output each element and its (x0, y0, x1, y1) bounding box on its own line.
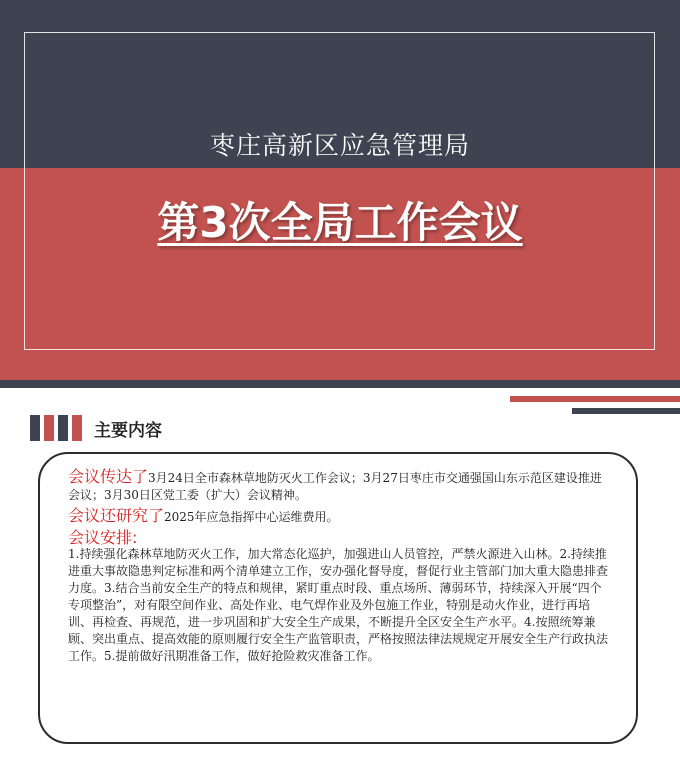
bar-dark-2 (58, 415, 68, 441)
decor-stripe-red (510, 396, 680, 402)
header-bottom-stripe (0, 380, 680, 388)
text-conveyed: 3月24日全市森林草地防灭火工作会议；3月27日枣庄市交通强国山东示范区建设推进会议；3月30日区党工委（扩大）会议精神。 (68, 471, 602, 502)
content-card (38, 452, 638, 744)
meeting-title-text: 第3次全局工作会议 (157, 198, 523, 247)
decor-stripe-dark (572, 408, 680, 414)
text-arrangements: 1.持续强化森林草地防灭火工作，加大常态化巡护，加强进山人员管控，严禁火源进入山林。2.持续推进重大事故隐患判定标准和两个清单建立工作，安办强化督导度，督促行业主管部门加大重大隐患排查力度。3.结合当前安全生产的特点和规律，紧盯重点时段、重点场所、薄弱环节，持续深入开展“四个专项整治”，对有限空间作业、高处作业、电气焊作业及外包施工作业，特别是动火作业，进行再培训、再检查、再规范，进一步巩固和扩大安全生产成果，不断提升全区安全生产水平。4.按照统筹兼顾、突出重点、提高效能的原则履行安全生产监管职责，严格按照法律法规规定开展安全生产行政执法工作。5.提前做好汛期准备工作，做好抢险救灾准备工作。 (68, 547, 609, 663)
paragraph-studied (68, 507, 610, 526)
label-arrangements: 会议安排: (68, 528, 138, 547)
organization-name: 枣庄高新区应急管理局 (209, 131, 470, 160)
bar-red-2 (72, 415, 82, 441)
meeting-title (0, 190, 680, 250)
section-title: 主要内容 (94, 420, 162, 441)
section-header (30, 413, 162, 443)
label-conveyed: 会议传达了 (68, 467, 149, 486)
section-bars-icon (30, 415, 82, 441)
paragraph-conveyed (68, 468, 610, 504)
paragraph-arrangements (68, 529, 610, 665)
label-studied: 会议还研究了 (68, 506, 165, 525)
bar-red-1 (44, 415, 54, 441)
bar-dark-1 (30, 415, 40, 441)
text-studied: 2025年应急指挥中心运维费用。 (164, 510, 339, 524)
